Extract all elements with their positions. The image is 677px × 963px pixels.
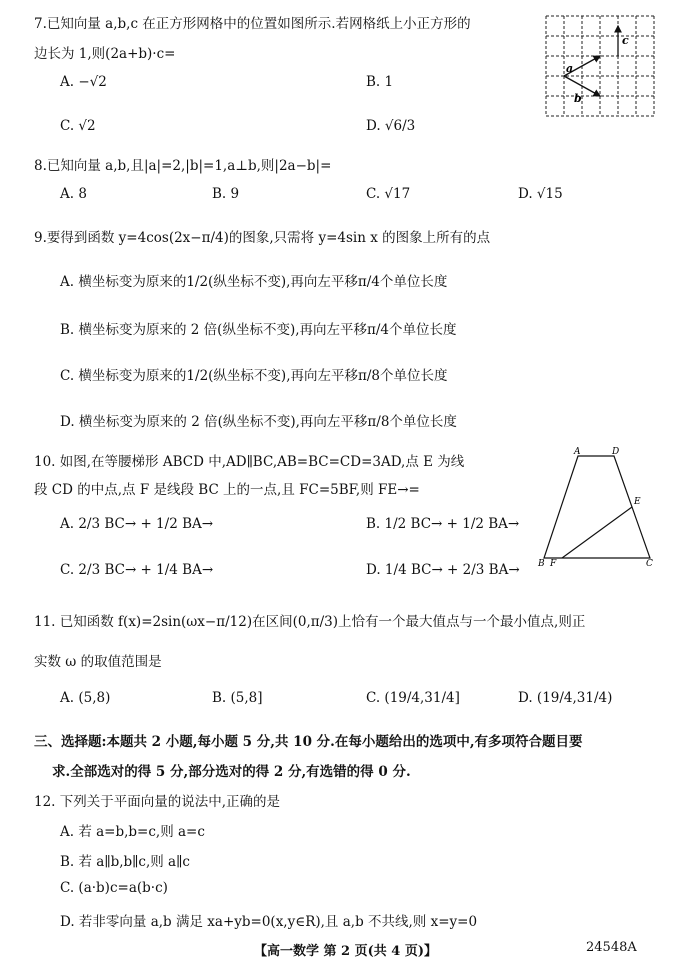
section3-heading-line1: 三、选择题:本题共 2 小题,每小题 5 分,共 10 分.在每小题给出的选项中,有多项符合题目要 <box>34 734 583 750</box>
q11-option-b: B. (5,8] <box>212 690 263 706</box>
label-B: B <box>538 559 545 568</box>
q11-line2: 实数 ω 的取值范围是 <box>34 654 162 670</box>
q7-line1: 7.已知向量 a,b,c 在正方形网格中的位置如图所示.若网格纸上小正方形的 <box>34 16 471 32</box>
q8-line1: 8.已知向量 a,b,且|a|=2,|b|=1,a⊥b,则|2a−b|= <box>34 158 332 174</box>
label-b: b <box>574 92 582 105</box>
trapezoid-figure <box>536 444 662 568</box>
q9-option-c: C. 横坐标变为原来的1/2(纵坐标不变),再向左平移π/8个单位长度 <box>60 368 448 384</box>
q10-option-d: D. 1/4 BC→ + 2/3 BA→ <box>366 562 520 578</box>
q11-option-a: A. (5,8) <box>60 690 111 706</box>
q12-line1: 12. 下列关于平面向量的说法中,正确的是 <box>34 794 281 810</box>
label-A: A <box>574 447 581 457</box>
q8-option-c: C. √17 <box>366 186 411 202</box>
segment-fe <box>562 507 632 558</box>
exam-code: 24548A <box>586 940 637 955</box>
q10-option-a: A. 2/3 BC→ + 1/2 BA→ <box>60 516 214 532</box>
label-C: C <box>646 559 653 568</box>
page-footer-label: 【高一数学 第 2 页(共 4 页)】 <box>254 944 438 959</box>
q12-option-c: C. (a·b)c=a(b·c) <box>60 880 168 896</box>
q9-option-b: B. 横坐标变为原来的 2 倍(纵坐标不变),再向左平移π/4个单位长度 <box>60 322 457 338</box>
q12-option-a: A. 若 a=b,b=c,则 a=c <box>60 824 205 840</box>
q11-option-c: C. (19/4,31/4] <box>366 690 460 706</box>
q12-option-d: D. 若非零向量 a,b 满足 xa+yb=0(x,y∈R),且 a,b 不共线,则 x=y=0 <box>60 914 478 930</box>
q10-line2: 段 CD 的中点,点 F 是线段 BC 上的一点,且 FC=5BF,则 FE→= <box>34 482 420 498</box>
vector-grid-figure <box>544 14 656 118</box>
label-c: c <box>622 34 629 47</box>
q11-option-d: D. (19/4,31/4) <box>518 690 613 706</box>
q7-option-d: D. √6/3 <box>366 118 416 134</box>
label-E: E <box>634 497 641 507</box>
q9-option-a: A. 横坐标变为原来的1/2(纵坐标不变),再向左平移π/4个单位长度 <box>60 274 448 290</box>
q8-option-a: A. 8 <box>60 186 87 202</box>
label-F: F <box>550 559 557 568</box>
q8-option-b: B. 9 <box>212 186 240 202</box>
label-D: D <box>612 447 620 457</box>
q7-option-b: B. 1 <box>366 74 394 90</box>
q12-option-b: B. 若 a∥b,b∥c,则 a∥c <box>60 854 190 870</box>
q9-line1: 9.要得到函数 y=4cos(2x−π/4)的图象,只需将 y=4sin x 的图象上所有的点 <box>34 230 491 246</box>
trapezoid-abcd <box>544 456 650 558</box>
q10-line1: 10. 如图,在等腰梯形 ABCD 中,AD∥BC,AB=BC=CD=3AD,点 E 为线 <box>34 454 465 470</box>
q10-option-c: C. 2/3 BC→ + 1/4 BA→ <box>60 562 214 578</box>
q11-line1: 11. 已知函数 f(x)=2sin(ωx−π/12)在区间(0,π/3)上恰有一个最大值点与一个最小值点,则正 <box>34 614 586 630</box>
q7-option-a: A. −√2 <box>60 74 107 90</box>
label-a: a <box>566 62 574 75</box>
section3-heading-line2: 求.全部选对的得 5 分,部分选对的得 2 分,有选错的得 0 分. <box>52 764 411 780</box>
q9-option-d: D. 横坐标变为原来的 2 倍(纵坐标不变),再向左平移π/8个单位长度 <box>60 414 457 430</box>
q7-option-c: C. √2 <box>60 118 96 134</box>
q7-line2: 边长为 1,则(2a+b)·c= <box>34 46 176 62</box>
q8-option-d: D. √15 <box>518 186 563 202</box>
q10-option-b: B. 1/2 BC→ + 1/2 BA→ <box>366 516 520 532</box>
